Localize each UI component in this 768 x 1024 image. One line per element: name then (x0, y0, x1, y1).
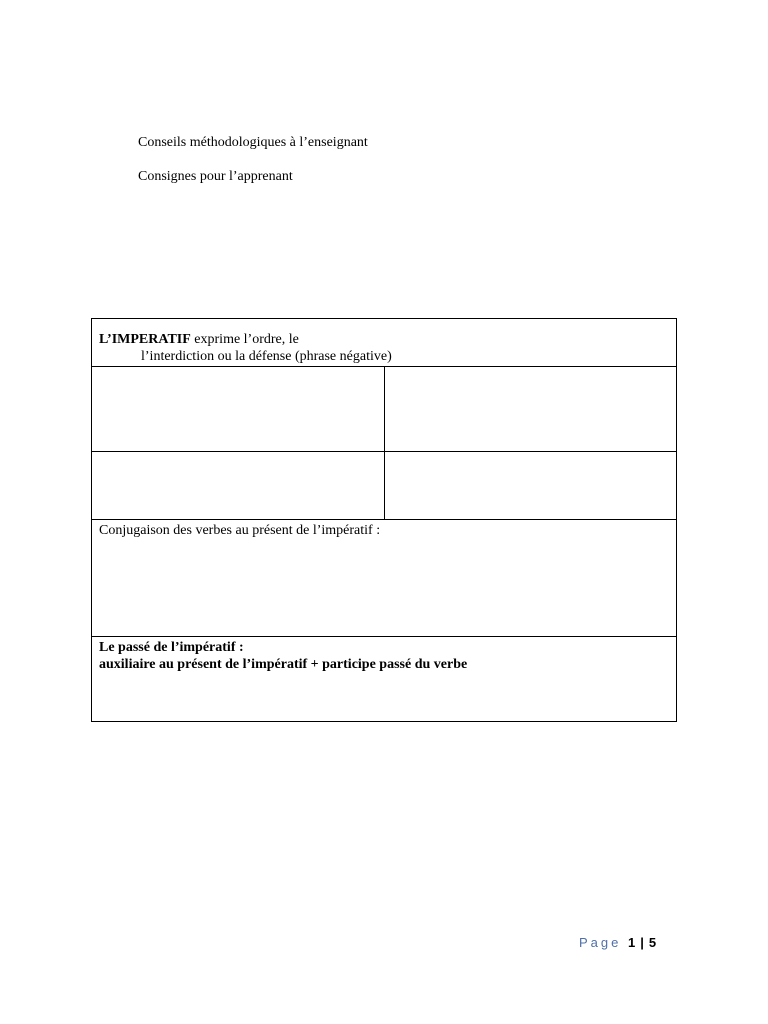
past-title: Le passé de l’impératif : (99, 640, 244, 655)
table-row-past (92, 637, 676, 721)
column-divider (384, 452, 385, 519)
heading-teacher-advice: Conseils méthodologiques à l’enseignant (138, 135, 368, 150)
page-separator: | (640, 935, 647, 950)
imperative-table (91, 318, 677, 722)
total-pages: 5 (648, 935, 660, 950)
definition-line2: l’interdiction ou la défense (phrase négative) (141, 349, 392, 364)
imperatif-term: L’IMPERATIF (99, 332, 191, 347)
definition-text (99, 331, 392, 365)
heading-learner-instructions: Consignes pour l’apprenant (138, 169, 293, 184)
column-divider (384, 367, 385, 451)
table-row-empty-2 (92, 452, 676, 520)
table-row-definition (92, 319, 676, 367)
definition-rest: exprime l’ordre, le (190, 332, 299, 347)
table-row-empty-1 (92, 367, 676, 452)
current-page: 1 (628, 935, 639, 950)
page-label: Page (579, 935, 622, 950)
table-row-conjugation (92, 520, 676, 637)
page-footer (579, 935, 659, 950)
past-rule: auxiliaire au présent de l’impératif + participe passé du verbe (99, 657, 468, 672)
conjugation-text: Conjugaison des verbes au présent de l’impératif : (99, 523, 381, 538)
past-imperative-text (99, 639, 467, 673)
